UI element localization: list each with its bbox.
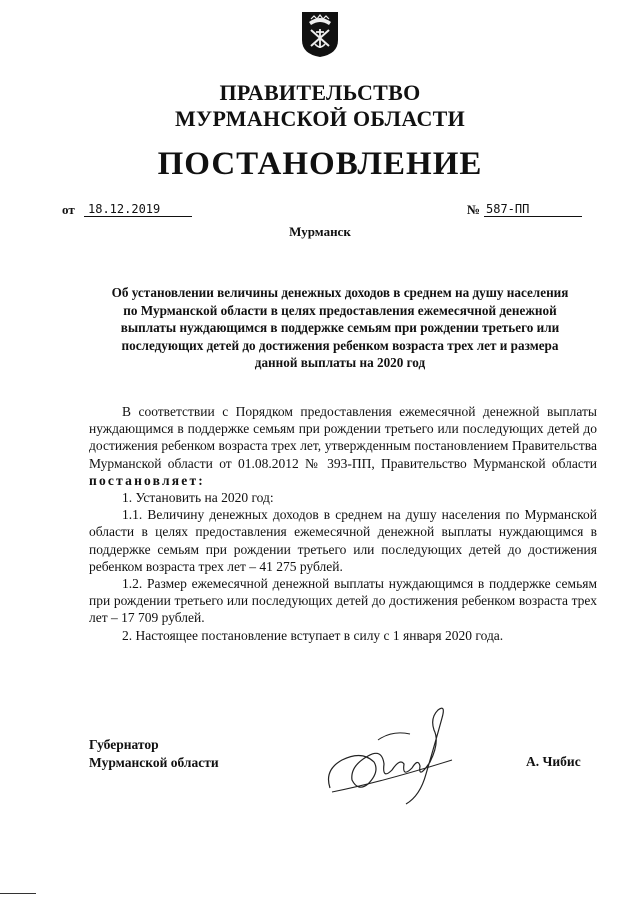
document-number: 587-ПП [484,202,582,217]
preamble-text: В соответствии с Порядком предоставления ежемесячной денежной выплаты нуждающимся в поддержке семьям при рождении третьего или последующих детей до достижения ребенком возраста трех лет, утвержденным постановлением Правительства Мурманской области от 01.08.2012 № 393-ПП, Правительство Мурманской области [89,404,597,471]
city-name: Мурманск [289,224,351,239]
document-title: Об установлении величины денежных доходов в среднем на душу населения по Мурманской области в целях предоставления ежемесячной денежной выплаты нуждающимся в поддержке семьям при рождении третьего или последующих детей до достижения ребенком возраста трех лет и размера данной выплаты на 2020 год [111,285,569,371]
scan-edge-mark [0,893,36,894]
preamble-paragraph [89,403,597,489]
document-date: 18.12.2019 [84,202,192,217]
document-type-heading: ПОСТАНОВЛЕНИЕ [157,146,483,182]
signatory-position-line1: Губернатор [89,737,159,752]
organization-name-line2: МУРМАНСКОЙ ОБЛАСТИ [174,106,466,131]
item-1-1: 1.1. Величину денежных доходов в среднем на душу населения по Мурманской области в целях предоставления ежемесячной денежной выплаты нуждающимся в поддержке семьям при рождении третьего или последующих детей до достижения ребенком возраста трех лет – 41 275 рублей. [89,507,597,574]
organization-name-line1: ПРАВИТЕЛЬСТВО [219,80,421,105]
item-1: 1. Установить на 2020 год: [122,490,274,506]
signatory-name: А. Чибис [526,754,581,769]
item-2: 2. Настоящее постановление вступает в силу с 1 января 2020 года. [122,627,504,643]
item-1-2: 1.2. Размер ежемесячной денежной выплаты нуждающимся в поддержке семьям при рождении третьего или последующих детей до достижения ребенком возраста трех лет – 17 709 рублей. [89,576,597,626]
signatory-position [89,736,219,772]
document-body [89,403,597,644]
date-label: от [62,202,75,217]
coat-of-arms-emblem [301,10,339,58]
number-label: № [467,202,481,217]
handwritten-signature [322,700,472,810]
signatory-position-line2: Мурманской области [89,755,219,770]
resolves-keyword: постановляет: [89,472,205,488]
